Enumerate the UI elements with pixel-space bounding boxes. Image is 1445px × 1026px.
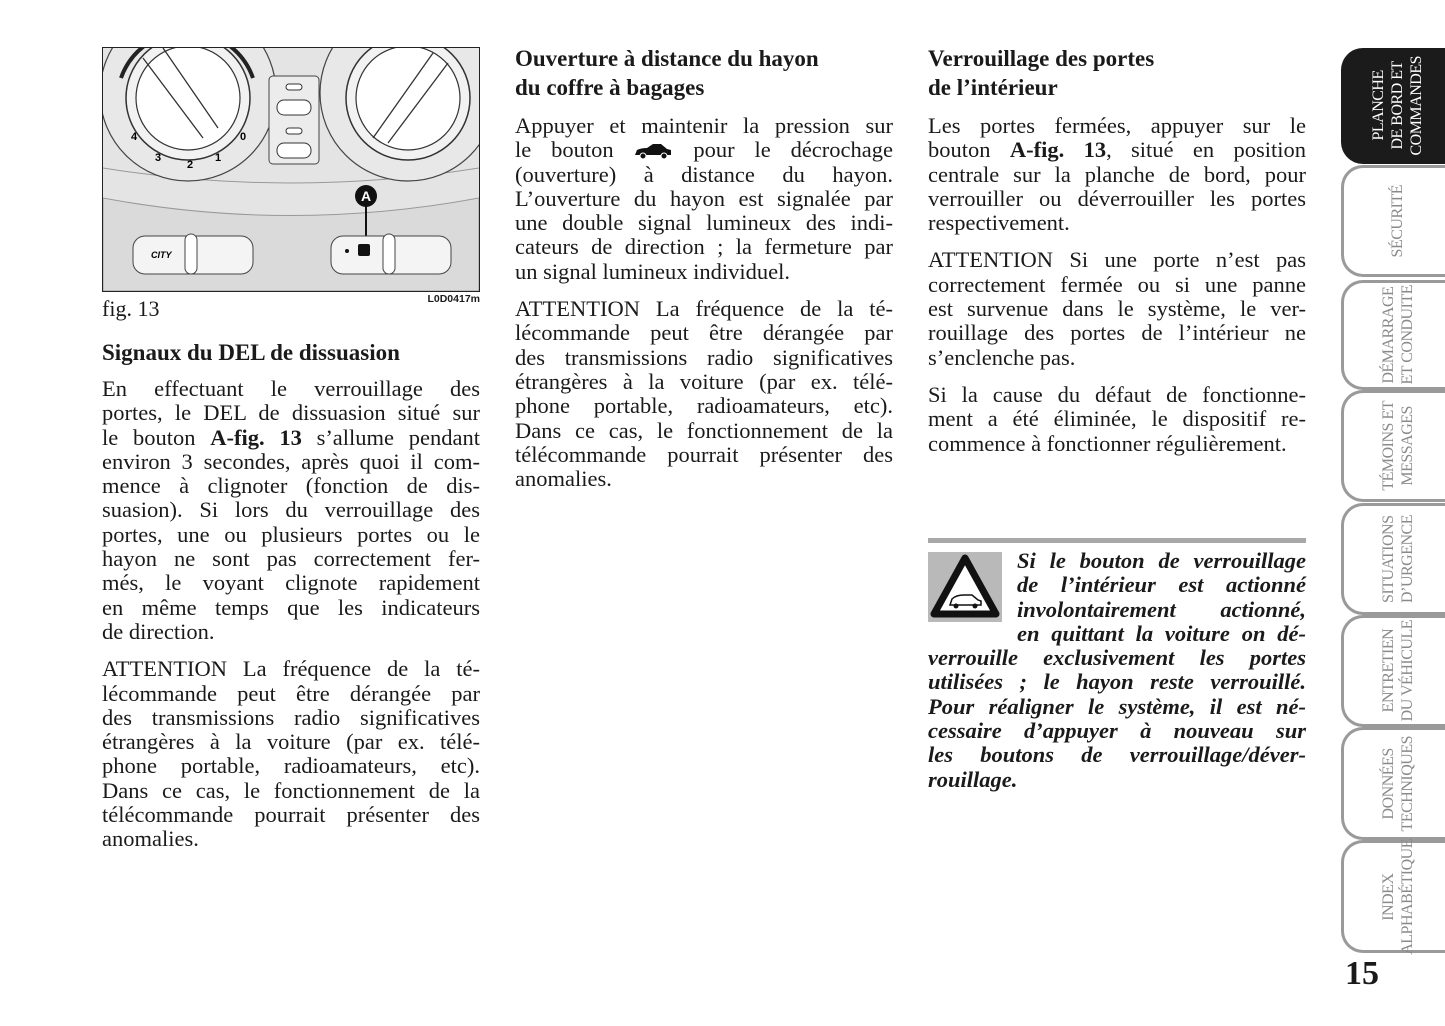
tab-label-line: DONNÉES: [1379, 747, 1397, 820]
text-run: les boutons de verrouillage/déver-: [928, 742, 1306, 768]
text-run: Si la cause du défaut de fonctionne-: [928, 381, 1306, 407]
text-run: le bouton: [515, 137, 634, 163]
text-line: [1017, 573, 1306, 597]
text-line: [928, 743, 1306, 767]
text-line: [928, 321, 1306, 345]
text-run: le bouton: [102, 424, 211, 450]
text-run: correctement fermée ou si une panne: [928, 271, 1306, 297]
text-line: [102, 338, 480, 367]
text-line: [515, 370, 893, 394]
text-line: [102, 596, 480, 620]
chapter-tab[interactable]: [1341, 165, 1445, 277]
section-heading: [515, 44, 893, 102]
text-line: [928, 346, 1306, 370]
text-line: [928, 646, 1306, 670]
text-run: L’ouverture du hayon est signalée par: [515, 185, 893, 211]
dial-number: 3: [155, 152, 162, 164]
text-line: [928, 695, 1306, 719]
chapter-tab-label: [1379, 401, 1417, 491]
tab-label-line: DE BORD ET: [1389, 61, 1406, 151]
section-body: [102, 377, 480, 852]
text-line: [928, 383, 1306, 407]
section-body: [928, 114, 1306, 456]
tab-label-line: TÉMOINS ET: [1379, 401, 1397, 491]
text-line: [515, 114, 893, 138]
text-run: est survenue dans le système, le ver-: [928, 296, 1306, 322]
figure-code: L0D0417m: [427, 293, 480, 305]
text-line: [102, 803, 480, 827]
text-line: [928, 248, 1306, 272]
chapter-tab-label: [1379, 839, 1417, 955]
dial-number: 4: [131, 131, 138, 143]
tab-label-line: ALPHABÉTIQUE: [1398, 838, 1416, 955]
text-run: centrale sur la planche de bord, pour: [928, 161, 1306, 187]
city-button-label: CITY: [151, 250, 172, 260]
text-line: [928, 211, 1306, 235]
text-run: une double signal lumineux des indi-: [515, 210, 893, 236]
text-line: [928, 432, 1306, 456]
chapter-tab[interactable]: [1341, 727, 1445, 840]
text-line: [515, 297, 893, 321]
text-run: de direction.: [102, 618, 215, 644]
text-line: [928, 273, 1306, 297]
text-line: [928, 719, 1306, 743]
tab-label-line: TECHNIQUES: [1398, 735, 1416, 832]
text-run: bouton: [928, 137, 1010, 163]
text-run: un signal lumineux individuel.: [515, 258, 790, 284]
text-line: [1017, 598, 1306, 622]
text-run: (ouverture) à distance du hayon.: [515, 161, 893, 187]
text-run: de l’intérieur: [928, 75, 1058, 100]
chapter-tab-label: [1379, 736, 1417, 831]
text-line: [102, 571, 480, 595]
paragraph: [102, 657, 480, 851]
dashboard-controls-drawing: [103, 48, 479, 291]
chapter-tab[interactable]: [1341, 280, 1445, 390]
text-line: [102, 730, 480, 754]
text-line: [928, 187, 1306, 211]
text-line: [102, 547, 480, 571]
text-line: [928, 44, 1306, 73]
text-line: [515, 346, 893, 370]
column-3: [928, 44, 1306, 469]
text-line: [102, 682, 480, 706]
text-line: [102, 779, 480, 803]
tab-label-line: MESSAGES: [1398, 406, 1416, 486]
text-run: en même temps que les indicateurs: [102, 594, 480, 620]
callout-a-label: A: [360, 188, 372, 204]
chapter-tab[interactable]: [1341, 615, 1445, 727]
text-run: cessaire d’appuyer à nouveau sur: [928, 718, 1306, 744]
text-line: [102, 620, 480, 644]
text-line: [515, 321, 893, 345]
section-body: [515, 114, 893, 491]
text-line: [102, 450, 480, 474]
text-line: [102, 827, 480, 851]
text-line: [102, 754, 480, 778]
chapter-tab[interactable]: [1341, 390, 1445, 502]
text-run: environ 3 secondes, après quoi il com-: [102, 448, 480, 474]
tab-label-line: ENTRETIEN: [1379, 629, 1397, 713]
section-heading: [928, 44, 1306, 102]
text-line: [515, 260, 893, 284]
text-line: [102, 498, 480, 522]
text-line: [515, 138, 893, 162]
text-line: [102, 706, 480, 730]
text-run: utilisées ; le hayon reste verrouillé.: [928, 669, 1306, 695]
text-line: [928, 73, 1306, 102]
text-run: involontairement actionné,: [1017, 596, 1306, 622]
text-run: Les portes fermées, appuyer sur le: [928, 113, 1306, 138]
text-run: pour le décrochage: [673, 137, 893, 163]
text-run: portes, une ou plusieurs portes ou le: [102, 521, 480, 547]
text-line: [928, 768, 1306, 792]
text-run: rouillage.: [928, 766, 1018, 792]
text-run: étrangères à la voiture (par ex. télé-: [515, 368, 893, 394]
paragraph: [928, 114, 1306, 235]
text-line: [102, 401, 480, 425]
tab-label-line: DU VÉHICULE: [1398, 620, 1416, 722]
text-line: [102, 657, 480, 681]
text-run: télécommande pourrait présenter des: [515, 441, 893, 467]
text-run: Dans ce cas, le fonctionnement de la: [102, 777, 480, 803]
text-run: portes, le DEL de dissuasion situé sur: [102, 400, 480, 426]
text-line: [928, 138, 1306, 162]
text-line: [928, 407, 1306, 431]
tab-label-line: PLANCHE: [1370, 70, 1387, 142]
dial-number: 1: [215, 152, 222, 164]
text-line: [102, 523, 480, 547]
text-run: en quittant la voiture on dé-: [1017, 620, 1306, 646]
text-run: de l’intérieur est actionné: [1017, 572, 1306, 598]
text-run: Ouverture à distance du hayon: [515, 46, 819, 71]
figure-reference: A-fig. 13: [210, 424, 302, 450]
text-line: [1017, 622, 1306, 646]
text-line: [515, 44, 893, 73]
text-run: anomalies.: [515, 466, 612, 492]
text-run: cateurs de direction ; la fermeture par: [515, 234, 893, 260]
text-line: [102, 377, 480, 401]
text-run: Dans ce cas, le fonctionnement de la: [515, 417, 893, 443]
text-run: Pour réaligner le système, il est né-: [928, 693, 1306, 719]
chapter-tab-label: [1379, 620, 1417, 721]
warning-note: [928, 549, 1306, 792]
tab-label-line: SÉCURITÉ: [1389, 184, 1406, 258]
text-run: Si le bouton de verrouillage: [1017, 548, 1306, 573]
text-run: du coffre à bagages: [515, 75, 705, 100]
text-run: suasion). Si lors du verrouillage des: [102, 497, 480, 523]
text-run: des transmissions radio significatives: [102, 704, 480, 730]
text-run: ATTENTION La fréquence de la té-: [515, 296, 893, 322]
text-run: ATTENTION Si une porte n’est pas: [928, 247, 1306, 273]
text-run: En effectuant le verrouillage des: [102, 376, 480, 401]
chapter-tab[interactable]: [1341, 503, 1445, 615]
figure-reference: A-fig. 13: [1009, 137, 1107, 163]
text-run: des transmissions radio significatives: [515, 344, 893, 370]
text-run: commence à fonctionner régulièrement.: [928, 430, 1287, 456]
text-line: [102, 426, 480, 450]
text-line: [928, 114, 1306, 138]
text-run: hayon ne sont pas correctement fer-: [102, 546, 480, 572]
text-line: [515, 235, 893, 259]
tab-label-line: DÉMARRAGE: [1379, 286, 1397, 384]
text-run: s’enclenche pas.: [928, 344, 1076, 370]
dial-number: 0: [240, 131, 247, 143]
text-line: [515, 419, 893, 443]
column-2: [515, 44, 893, 504]
text-line: [515, 211, 893, 235]
paragraph: [928, 383, 1306, 456]
text-run: verrouiller ou déverrouiller les portes: [928, 185, 1306, 211]
page-number: 15: [1345, 955, 1379, 992]
text-run: mence à clignoter (fonction de dis-: [102, 473, 480, 499]
chapter-tab[interactable]: [1341, 840, 1445, 953]
text-line: [928, 297, 1306, 321]
tab-label-line: D’URGENCE: [1398, 515, 1416, 603]
text-run: , situé en position: [1106, 137, 1306, 163]
figure-13-dashboard-illustration: [102, 47, 480, 292]
text-run: ATTENTION La fréquence de la té-: [102, 656, 480, 682]
text-run: lécommande peut être dérangée par: [515, 320, 893, 346]
text-run: télécommande pourrait présenter des: [102, 802, 480, 828]
warning-divider: [928, 538, 1306, 543]
text-run: phone portable, radioamateurs, etc).: [102, 753, 480, 779]
text-run: Verrouillage des portes: [928, 46, 1155, 71]
tab-label-line: INDEX: [1379, 872, 1397, 921]
dial-number: 2: [187, 159, 194, 171]
text-line: [928, 163, 1306, 187]
text-run: anomalies.: [102, 826, 199, 852]
text-run: respectivement.: [928, 210, 1070, 236]
text-run: ment a été éliminée, le dispositif re-: [928, 406, 1306, 432]
text-run: s’allume pendant: [301, 424, 480, 450]
text-run: lécommande peut être dérangée par: [102, 680, 480, 706]
text-line: [515, 394, 893, 418]
chapter-tab[interactable]: [1341, 48, 1445, 164]
tab-label-line: ET CONDUITE: [1398, 285, 1416, 385]
text-run: Signaux du DEL de dissuasion: [102, 340, 400, 365]
text-line: [515, 467, 893, 491]
paragraph: [515, 114, 893, 284]
text-line: [515, 187, 893, 211]
car-trunk-icon: [633, 137, 673, 162]
text-line: [102, 474, 480, 498]
text-run: verrouille exclusivement les portes: [928, 645, 1306, 671]
paragraph: [102, 377, 480, 644]
text-run: étrangères à la voiture (par ex. télé-: [102, 729, 480, 755]
text-run: Appuyer et maintenir la pression sur: [515, 113, 893, 138]
text-line: [928, 670, 1306, 694]
text-run: més, le voyant clignote rapidement: [102, 570, 480, 596]
column-1: [102, 338, 480, 865]
paragraph: [515, 297, 893, 491]
text-line: [1017, 549, 1306, 573]
paragraph: [928, 248, 1306, 369]
text-line: [515, 73, 893, 102]
tab-label-line: COMMANDES: [1408, 56, 1425, 156]
tab-label-line: SITUATIONS: [1379, 515, 1397, 603]
chapter-tab-label: [1388, 185, 1407, 257]
door-lock-button-icon: [358, 244, 370, 256]
chapter-tab-label: [1379, 285, 1417, 385]
chapter-tab-label: [1379, 515, 1417, 603]
text-line: [515, 163, 893, 187]
figure-caption: fig. 13: [102, 296, 160, 321]
chapter-tab-label: [1369, 56, 1426, 156]
text-run: rouillage des portes de l’intérieur ne: [928, 320, 1306, 346]
section-heading: [102, 338, 480, 367]
text-line: [515, 443, 893, 467]
text-run: phone portable, radioamateurs, etc).: [515, 393, 893, 419]
